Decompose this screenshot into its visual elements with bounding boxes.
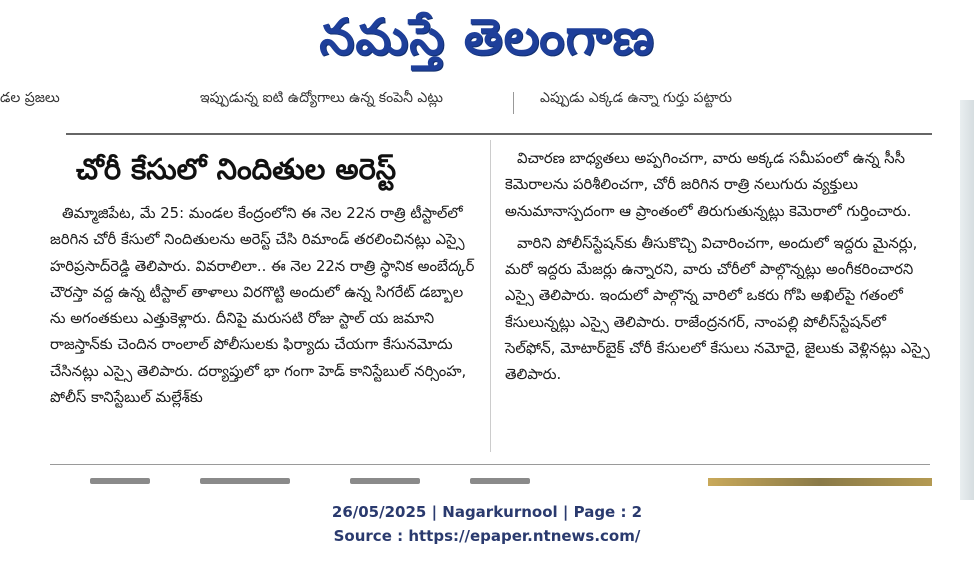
edition-info: 26/05/2025 | Nagarkurnool | Page : 2 — [331, 503, 643, 521]
masthead — [0, 0, 974, 78]
strip-middle-text: ఇప్పుడున్న ఐటి ఉద్యోగాలు ఉన్న కంపెనీ ఎట్లు — [200, 90, 444, 106]
article-headline: చోరీ కేసులో నిందితుల అరెస్ట్ — [76, 152, 397, 186]
column-divider — [490, 140, 491, 452]
adjacent-clipping-strip — [0, 88, 974, 118]
source-url: Source : https://epaper.ntnews.com/ — [333, 527, 641, 545]
newspaper-logo: నమస్తే తెలంగాణ — [319, 7, 655, 66]
page-footer — [0, 500, 974, 548]
right-margin-image — [960, 100, 974, 500]
top-rule — [66, 133, 932, 135]
strip-left-text: డల ప్రజలు — [0, 90, 60, 106]
article-column-left — [50, 201, 480, 411]
article-column-right — [505, 146, 935, 389]
strip-right-text: ఎప్పుడు ఎక్కడ ఉన్నా గుర్తు పట్టారు — [540, 90, 732, 106]
bottom-rule — [50, 464, 930, 465]
strip-divider — [513, 92, 514, 114]
article-paragraph: తిమ్మాజిపేట, మే 25: మండల కేంద్రంలోని ఈ నెల 22న రాత్రి టీస్టాల్‌లో జరిగిన చోరీ కేసులో నిందితులను అరెస్ట్ చేసి రిమాండ్ తరలించినట్లు ఎస్సై హరిప్రసాద్‌రెడ్డి తెలిపారు. వివరాలిలా.. ఈ నెల 22న రాత్రి స్థానిక అంబేద్కర్ చౌరస్తా వద్ద ఉన్న టీస్టాల్ తాళాలు విరగొట్టి అందులో ఉన్న సిగరేట్ డబ్బాల ను అగంతకులు ఎత్తుకెళ్లారు. దీనిపై మరుసటి రోజు స్టాల్ య జమాని రాజస్తాన్‌కు చెందిన రాంలాల్ పోలీసులకు ఫిర్యాదు చేయగా కేసునమోదు చేసినట్లు ఎస్సై తెలిపారు. దర్యాప్తులో భా గంగా హెడ్ కానిస్టేబుల్ నర్సింహ, పోలీస్ కానిస్టేబుల్ మల్లేశ్‌కు — [50, 205, 475, 407]
next-article-photo — [708, 478, 932, 486]
article-paragraph: వారిని పోలీస్‌స్టేషన్‌కు తీసుకొచ్చి విచారించగా, అందులో ఇద్దరు మైనర్లు, మరో ఇద్దరు మేజర్లు ఉన్నారని, వారు చోరీలో పాల్గొన్నట్లు అంగీకరించారని ఎస్సై తెలిపారు. ఇందులో పాల్గొన్న వారిలో ఒకరు గోపి అఖిల్‌పై గతంలో కేసులున్నట్లు ఎస్సై తెలిపారు. రాజేంద్రనగర్, నాంపల్లి పోలీస్‌స్టేషన్‌లో సెల్‌ఫోన్, మోటార్‌బైక్ చోరీ కేసులలో కేసులు నమోదై, జైలుకు వెళ్లినట్లు ఎస్సై తెలిపారు. — [505, 234, 930, 384]
article-paragraph: విచారణ బాధ్యతలు అప్పగించగా, వారు అక్కడ సమీపంలో ఉన్న సీసీ కెమెరాలను పరిశీలించగా, చోరీ జరిగిన రాత్రి నలుగురు వ్యక్తులు అనుమానాస్పదంగా ఆ ప్రాంతంలో తిరుగుతున్నట్లు కెమెరాలో గుర్తించారు. — [505, 150, 912, 220]
